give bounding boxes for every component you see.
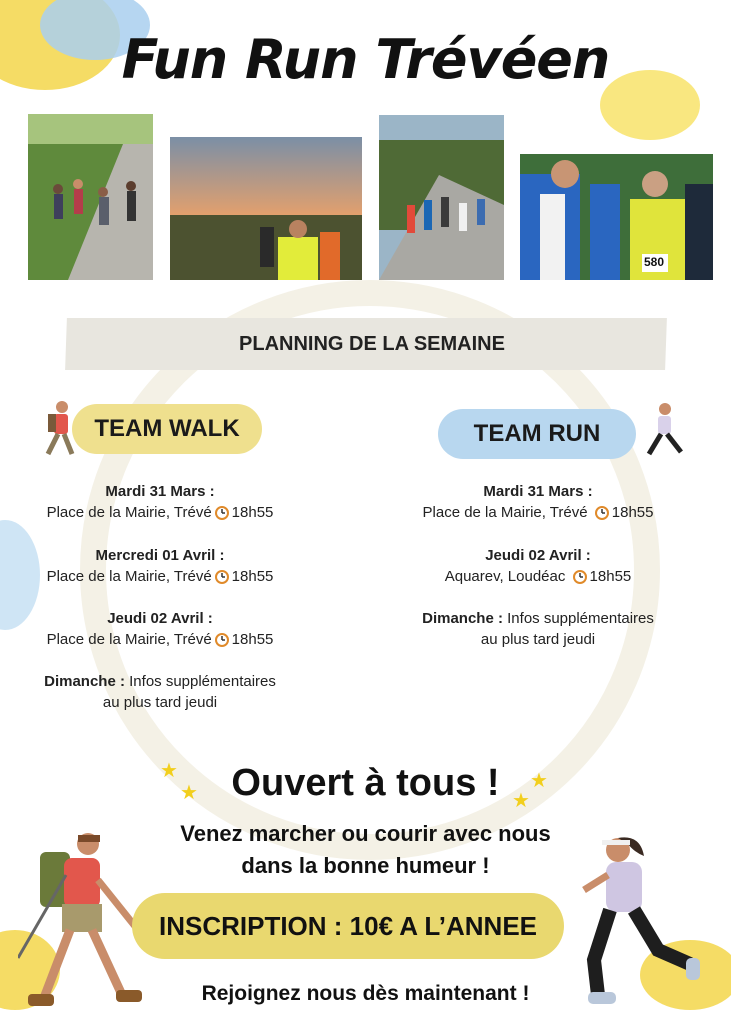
join-now-text: Rejoignez nous dès maintenant ! — [201, 982, 530, 1005]
run-day-1: Mardi 31 Mars : — [483, 483, 593, 500]
walk-sunday-text2: au plus tard jeudi — [102, 694, 218, 711]
star-icon: ★ — [530, 770, 548, 792]
runner-icon — [643, 402, 685, 460]
alarm-clock-icon — [594, 504, 610, 520]
run-sunday-label: Dimanche : — [422, 610, 503, 627]
alarm-clock-icon — [214, 631, 230, 647]
walk-sunday-label: Dimanche : — [44, 673, 125, 690]
run-day-2: Jeudi 02 Avril : — [485, 547, 591, 564]
photo-walkers-road — [28, 114, 153, 280]
photo-group-road — [379, 115, 504, 280]
walk-day-2: Mercredi 01 Avril : — [95, 547, 225, 564]
run-sunday — [388, 608, 688, 650]
team-run-heading: TEAM RUN — [438, 409, 636, 459]
walk-time-1: 18h55 — [231, 504, 274, 521]
run-place-1: Place de la Mairie, Trévé — [422, 504, 588, 521]
race-bib-number: 580 — [644, 255, 665, 269]
walk-entry-1 — [10, 481, 310, 523]
run-sunday-text1: Infos supplémentaires — [507, 610, 654, 627]
photo-runners-race — [520, 154, 713, 280]
planning-banner: PLANNING DE LA SEMAINE — [239, 333, 505, 355]
star-icon: ★ — [160, 760, 178, 782]
walk-place-2: Place de la Mairie, Trévé — [46, 568, 212, 585]
run-sunday-text2: au plus tard jeudi — [480, 631, 596, 648]
team-walk-heading: TEAM WALK — [72, 404, 262, 454]
photo-sunset-walkers — [170, 137, 362, 280]
walk-place-3: Place de la Mairie, Trévé — [46, 631, 212, 648]
run-time-2: 18h55 — [589, 568, 632, 585]
walk-entry-2 — [10, 545, 310, 587]
walk-sunday-text1: Infos supplémentaires — [129, 673, 276, 690]
page-title: Fun Run Trévéen — [121, 28, 610, 91]
open-to-all-heading: Ouvert à tous ! — [231, 762, 500, 804]
run-entry-2 — [388, 545, 688, 587]
star-icon: ★ — [512, 790, 530, 812]
alarm-clock-icon — [214, 504, 230, 520]
walk-sunday — [10, 671, 310, 713]
walk-day-3: Jeudi 02 Avril : — [107, 610, 213, 627]
walk-place-1: Place de la Mairie, Trévé — [46, 504, 212, 521]
walk-time-2: 18h55 — [231, 568, 274, 585]
invite-line-2: dans la bonne humeur ! — [241, 853, 490, 878]
walk-time-3: 18h55 — [231, 631, 274, 648]
run-time-1: 18h55 — [611, 504, 654, 521]
invite-line-1: Venez marcher ou courir avec nous — [180, 821, 551, 846]
alarm-clock-icon — [214, 568, 230, 584]
alarm-clock-icon — [572, 568, 588, 584]
run-entry-1 — [388, 481, 688, 523]
star-icon: ★ — [180, 782, 198, 804]
run-place-2: Aquarev, Loudéac — [444, 568, 566, 585]
inscription-text: INSCRIPTION : 10€ A L’ANNEE — [158, 911, 538, 941]
walk-entry-3 — [10, 608, 310, 650]
walk-day-1: Mardi 31 Mars : — [105, 483, 215, 500]
